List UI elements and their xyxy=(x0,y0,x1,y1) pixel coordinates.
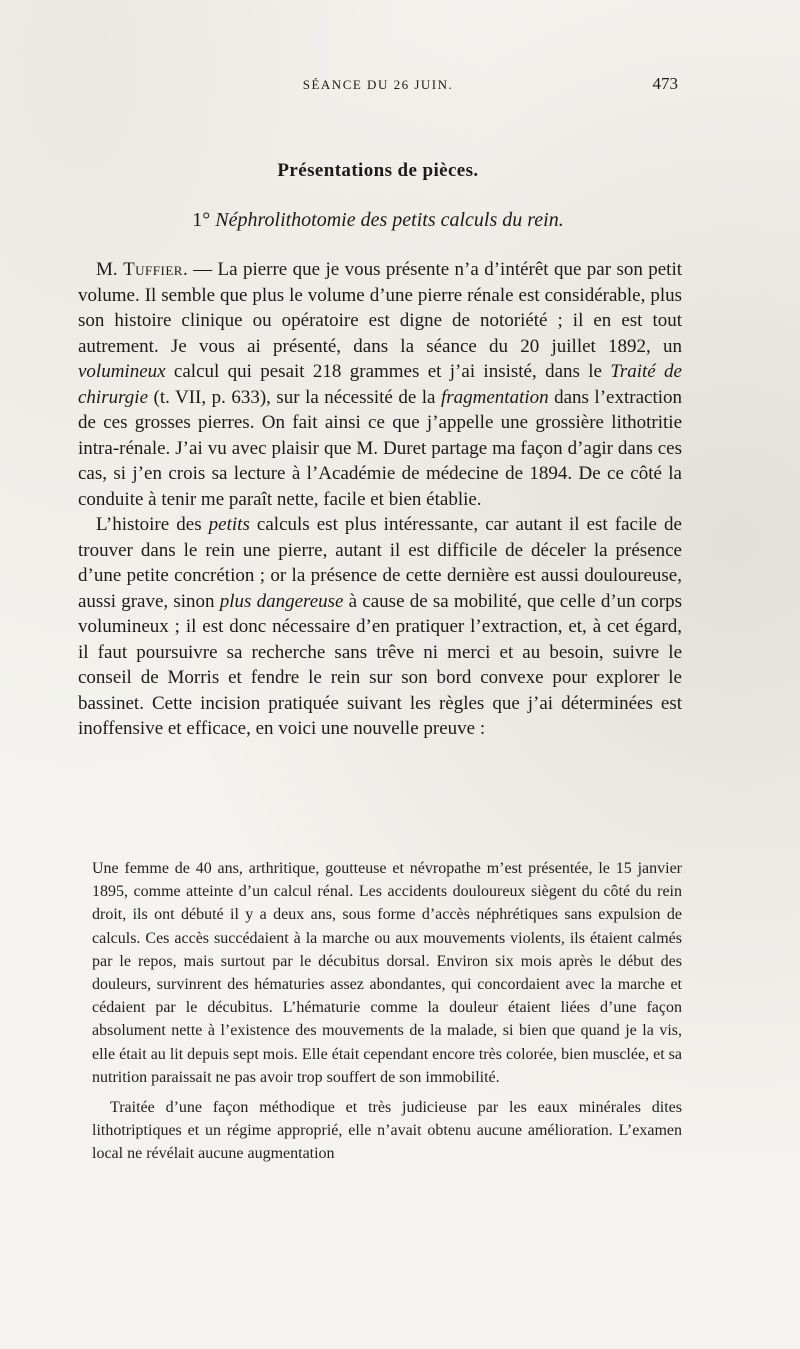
paragraph-1-italic-3: fragmentation xyxy=(440,386,549,408)
paragraph-1 xyxy=(78,257,682,512)
running-title: SÉANCE DU 26 JUIN. xyxy=(302,77,454,92)
paragraph-1-text-a: . — La pierre que je vous présente n’a d’intérêt que par son petit volume. Il semble que plus le volume d’une pierre rénale est considérable, plus son histoire clinique ou opératoire est digne de notoriété ; il en est tout autrement. Je vous ai présenté, dans la séance du 20 juillet 1892, un xyxy=(78,259,683,357)
paragraph-2-text-c: à cause de sa mobilité, que celle d’un corps volumineux ; il est donc nécessaire d’en pratiquer l’extraction, et, à cet égard, il faut poursuivre sa recherche sans trêve ni merci et au besoin, suivre le conseil de Morris et fendre le rein sur son bord convexe pour explorer le bassinet. Cette incision pratiquée suivant les règles que j’ai déterminées est inoffensive et efficace, en voici une nouvelle preuve : xyxy=(78,590,682,739)
running-head xyxy=(78,74,678,98)
subsection-heading xyxy=(78,209,678,232)
case-paragraph-1: Une femme de 40 ans, arthritique, goutteuse et névropathe m’est présentée, le 15 janvier 1895, comme atteinte d’un calcul rénal. Les accidents douloureux siègent du côté du rein droit, ils ont débuté il y a deux ans, sous forme d’accès néphrétiques sans expulsion de calculs. Ces accès succédaient à la marche ou aux mouvements violents, ils étaient calmés par le repos, mais surtout par le décubitus dorsal. Environ six mois après le début des douleurs, survinrent des hématuries assez abondantes, qui concordaient avec la marche et cédaient par le décubitus. L’hématurie comme la douleur étaient liées d’une façon absolument nette à l’existence des mouvements de la malade, si bien que quand je la vis, elle était au lit depuis sept mois. Elle était cependant encore très colorée, bien musclée, et sa nutrition paraissait ne pas avoir trop souffert de son immobilité. xyxy=(92,860,682,1086)
paragraph-1-italic-2: Traité de chirurgie xyxy=(78,361,682,408)
case-paragraph-2: Traitée d’une façon méthodique et très judicieuse par les eaux minérales dites lithotriptiques et un régime approprié, elle n’avait obtenu aucune amélioration. L’examen local ne révélait aucune augmentation xyxy=(92,1099,682,1163)
subsection-title: Néphrolithotomie des petits calculs du rein. xyxy=(215,209,564,231)
paragraph-1-italic-1: volumineux xyxy=(78,361,166,382)
subsection-number: 1° xyxy=(192,209,211,231)
paragraph-2-italic-1: petits xyxy=(208,514,250,535)
case-report xyxy=(92,857,682,1166)
speaker-prefix: M. xyxy=(96,259,118,280)
paragraph-1-text-d: dans l’extraction de ces grosses pierres. On fait ainsi ce que j’appelle une grossière lithotritie intra-rénale. J’ai vu avec plaisir que M. Duret partage ma façon d’agir dans ces cas, si j’en crois sa lecture à l’Académie de médecine de 1894. De ce côté la conduite à tenir me paraît nette, facile et bien établie. xyxy=(78,386,683,510)
page-number: 473 xyxy=(652,74,678,93)
paragraph-2 xyxy=(78,512,682,742)
section-title: Présentations de pièces. xyxy=(277,160,479,181)
main-text xyxy=(78,257,682,742)
paragraph-1-text-c: (t. VII, p. 633), sur la nécessité de la xyxy=(148,386,441,408)
paragraph-1-text-b: calcul qui pesait 218 grammes et j’ai insisté, dans le xyxy=(165,361,611,382)
paragraph-2-text-b: calculs est plus intéressante, car autant il est facile de trouver dans le rein une pierre, autant il est difficile de déceler la présence d’une petite concrétion ; or la présence de cette dernière est aussi douloureuse, aussi grave, sinon xyxy=(78,514,682,612)
speaker-name: Tuffier xyxy=(123,259,183,280)
paragraph-2-italic-2: plus dangereuse xyxy=(219,590,344,612)
paragraph-2-text-a: L’histoire des xyxy=(96,514,209,535)
